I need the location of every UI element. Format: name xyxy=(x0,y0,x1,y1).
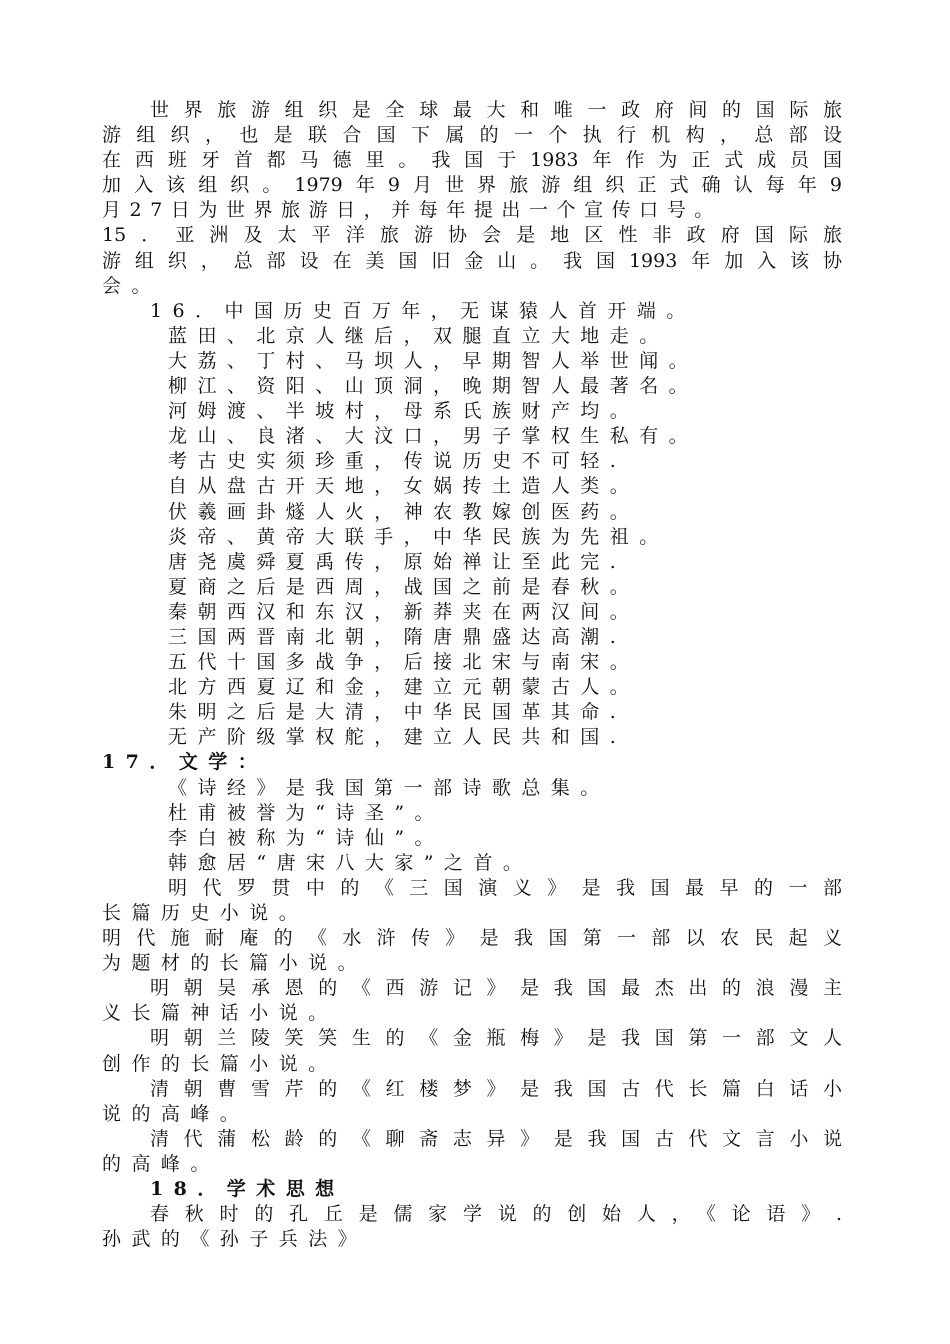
text-line: 李白被称为“诗仙”。 xyxy=(168,826,444,849)
poem-title: 16．中国历史百万年，无谋猿人首开端。 xyxy=(150,299,696,322)
poem-line: 北方西夏辽和金，建立元朝蒙古人。 xyxy=(168,676,640,699)
poem-line: 柳江、资阳、山顶洞，晚期智人最著名。 xyxy=(168,375,699,398)
text-line: 义长篇神话小说。 xyxy=(102,1002,338,1025)
section-heading-literature: 17．文学： xyxy=(102,751,268,774)
poem-line: 炎帝、黄帝大联手，中华民族为先祖。 xyxy=(168,525,669,548)
text-line: 15．亚洲及太平洋旅游协会是地区性非政府国际旅 xyxy=(102,224,842,247)
text-line: 明代施耐庵的《水浒传》是我国第一部以农民起义 xyxy=(102,927,842,950)
document-page xyxy=(102,98,842,1252)
text-line: 游组织，也是联合国下属的一个执行机构，总部设 xyxy=(102,124,842,147)
poem-line: 蓝田、北京人继后，双腿直立大地走。 xyxy=(168,324,669,347)
poem-line: 伏羲画卦燧人火，神农教嫁创医药。 xyxy=(168,500,640,523)
text-line: 的高峰。 xyxy=(102,1152,220,1175)
text-line: 韩愈居“唐宋八大家”之首。 xyxy=(168,851,533,874)
text-line: 世界旅游组织是全球最大和唯一政府间的国际旅 xyxy=(150,99,842,121)
text-line: 在西班牙首都马德里。我国于1983年作为正式成员国 xyxy=(102,149,842,172)
poem-line: 秦朝西汉和东汉，新莽夹在两汉间。 xyxy=(168,600,640,623)
text-line: 孙武的《孙子兵法》 xyxy=(102,1228,368,1251)
text-line: 清朝曹雪芹的《红楼梦》是我国古代长篇白话小 xyxy=(150,1077,842,1100)
text-line: 月27日为世界旅游日，并每年提出一个宣传口号。 xyxy=(102,199,722,222)
poem-line: 朱明之后是大清，中华民国革其命. xyxy=(168,701,627,724)
paragraph-world-tourism-org xyxy=(102,98,842,223)
poem-line: 龙山、良渚、大汶口，男子掌权生私有。 xyxy=(168,425,699,448)
text-line: 会。 xyxy=(102,274,161,297)
text-line: 明朝兰陵笑笑生的《金瓶梅》是我国第一部文人 xyxy=(150,1027,842,1050)
text-line: 游组织，总部设在美国旧金山。我国1993年加入该协 xyxy=(102,249,842,272)
literature-list xyxy=(102,776,842,1178)
text-line: 为题材的长篇小说。 xyxy=(102,952,368,975)
poem-line: 河姆渡、半坡村，母系氏族财产均。 xyxy=(168,400,640,423)
section-heading-thought: 18．学术思想 xyxy=(150,1178,345,1201)
text-line: 明朝吴承恩的《西游记》是我国最杰出的浪漫主 xyxy=(150,977,842,1000)
poem-line: 五代十国多战争，后接北宋与南宋。 xyxy=(168,651,640,674)
text-line: 长篇历史小说。 xyxy=(102,902,309,924)
poem-line: 三国两晋南北朝，隋唐鼎盛达高潮. xyxy=(168,625,627,648)
text-line: 《诗经》是我国第一部诗歌总集。 xyxy=(168,776,610,799)
text-line: 加入该组织。1979年9月世界旅游组织正式确认每年9 xyxy=(102,174,842,197)
text-line: 创作的长篇小说。 xyxy=(102,1052,338,1075)
text-line: 明代罗贯中的《三国演义》是我国最早的一部 xyxy=(168,876,842,899)
poem-line: 自从盘古开天地，女娲抟土造人类。 xyxy=(168,475,640,498)
poem-line: 考古史实须珍重，传说历史不可轻. xyxy=(168,450,627,473)
text-line: 春秋时的孔丘是儒家学说的创始人，《论语》. xyxy=(150,1203,842,1226)
thought-paragraph xyxy=(102,1202,842,1252)
poem-line: 无产阶级掌权舵，建立人民共和国. xyxy=(168,726,627,749)
poem-line: 大荔、丁村、马坝人，早期智人举世闻。 xyxy=(168,349,699,372)
text-line: 清代蒲松龄的《聊斋志异》是我国古代文言小说 xyxy=(150,1127,842,1150)
paragraph-15-pata xyxy=(102,223,842,298)
history-poem xyxy=(102,299,842,751)
poem-line: 唐尧虞舜夏禹传，原始禅让至此完. xyxy=(168,550,627,573)
text-line: 杜甫被誉为“诗圣”。 xyxy=(168,801,444,824)
poem-line: 夏商之后是西周，战国之前是春秋。 xyxy=(168,575,640,598)
text-line: 说的高峰。 xyxy=(102,1102,250,1125)
